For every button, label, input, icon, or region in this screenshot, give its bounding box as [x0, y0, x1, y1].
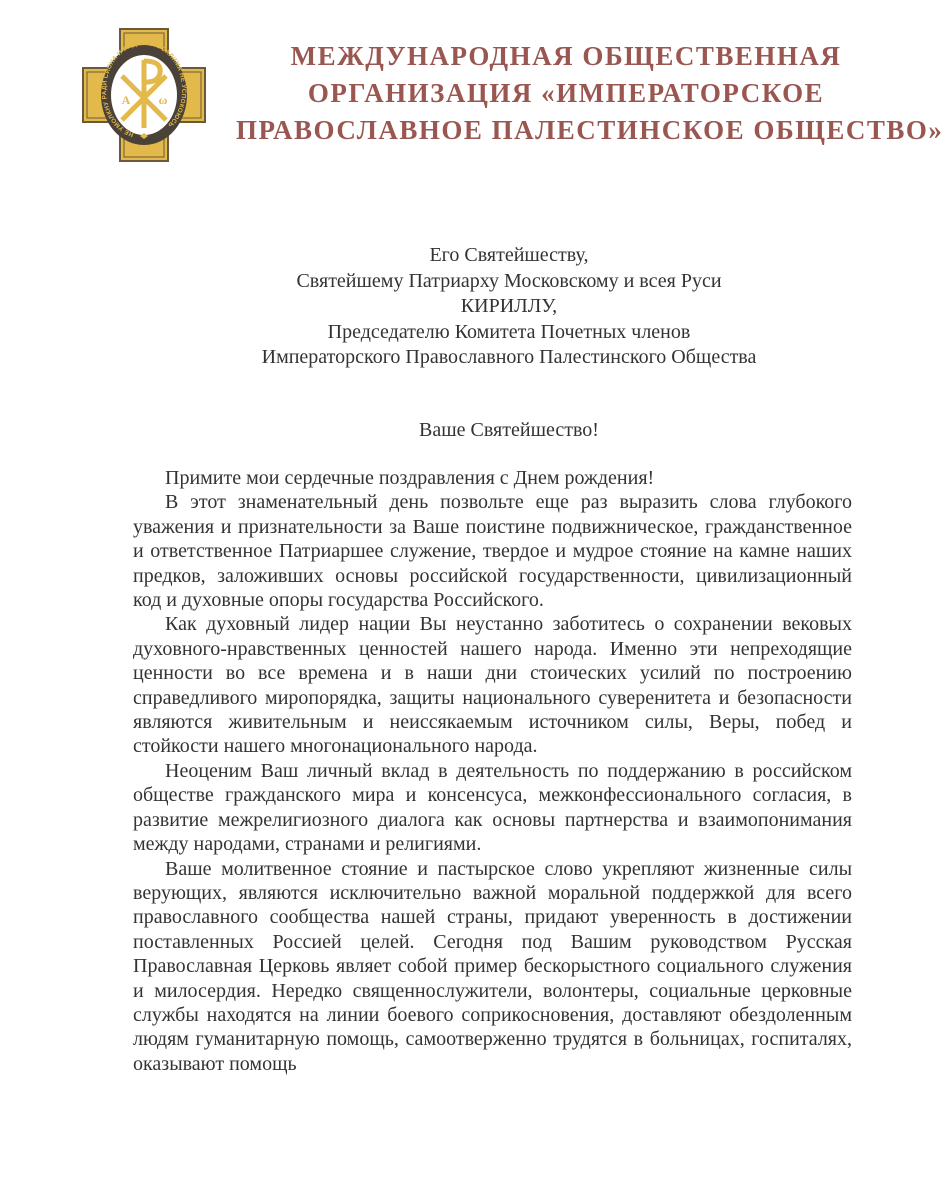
organization-name	[236, 38, 944, 149]
alpha-letter: А	[121, 93, 131, 107]
salutation: Ваше Святейшество!	[419, 419, 599, 441]
addressee-line: Святейшему Патриарху Московскому и всея Руси	[296, 269, 722, 292]
paragraph: Ваше молитвенное стояние и пастырское слово укрепляют жизненные силы верующих, являются исключительно важной моральной поддержкой для всего православного сообщества нашей страны, придают уверенность в достижении поставленных Россией целей. Сегодня под Вашим руководством Русская Православная Церковь являет собой пример бескорыстного социального служения и милосердия. Нередко священнослужители, волонтеры, социальные церковные службы находятся на линии боевого соприкосновения, доставляют обездоленным людям гуманитарную помощь, самоотверженно трудятся в больницах, госпиталях, оказывают помощь	[133, 857, 852, 1075]
ring-inscription: НЕ УМОЛКНУ РАДИ СИОНА И РАДИ ИЕРУСАЛИМА НЕ УСПОКОЮСЬ	[100, 39, 188, 139]
omega-letter: ω	[158, 93, 168, 107]
paragraph: В этот знаменательный день позвольте еще раз выразить слова глубокого уважения и признательности за Ваше поистине подвижническое, гражданственное и ответственное Патриаршее служение, твердое и мудрое стояние на камне наших предков, заложивших основы российской государственности, цивилизационный код и духовные опоры государства Российского.	[133, 491, 852, 612]
addressee-name: КИРИЛЛУ,	[460, 295, 558, 317]
chi-rho-cross-emblem-icon	[82, 28, 206, 162]
org-name-line: МЕЖДУНАРОДНАЯ ОБЩЕСТВЕННАЯ	[290, 41, 842, 71]
addressee-line: Императорского Православного Палестинского Общества	[261, 346, 757, 368]
org-name-line: ПРАВОСЛАВНОЕ ПАЛЕСТИНСКОЕ ОБЩЕСТВО»	[236, 115, 944, 145]
org-name-line: ОРГАНИЗАЦИЯ «ИМПЕРАТОРСКОЕ	[307, 78, 825, 108]
paragraph: Неоценим Ваш личный вклад в деятельность по поддержанию в российском обществе гражданского мира и консенсуса, межконфессионального согласия, в развитие межрелигиозного диалога как основы партнерства и взаимопонимания между народами, странами и религиями.	[133, 759, 852, 856]
addressee-line: Председателю Комитета Почетных членов	[327, 320, 691, 343]
letter-body	[133, 466, 852, 1076]
addressee-block	[133, 243, 885, 371]
paragraph: Примите мои сердечные поздравления с Днем рождения!	[165, 467, 655, 489]
addressee-line: Его Святейшеству,	[429, 244, 589, 266]
paragraph: Как духовный лидер нации Вы неустанно заботитесь о сохранении вековых духовного-нравственных ценностей нашего народа. Именно эти непреходящие ценности во все времена и в наши дни стоических усилий по построению справедливого миропорядка, защиты национального суверенитета и безопасности являются живительным и неиссякаемым источником силы, Веры, побед и стойкости нашего многонационального народа.	[133, 613, 852, 758]
